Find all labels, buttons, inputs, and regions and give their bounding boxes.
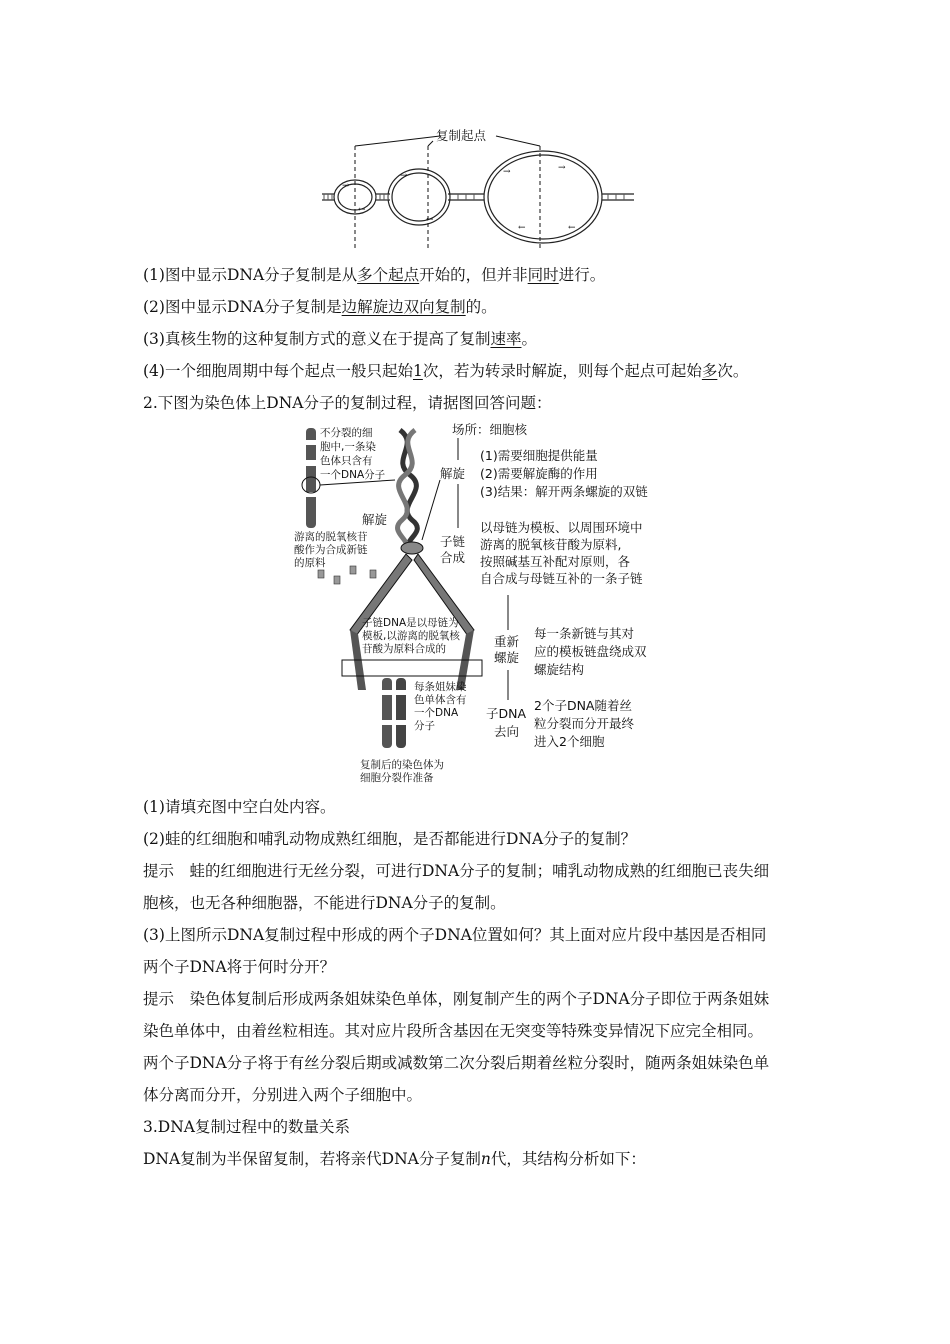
step3-name-1: 重新 bbox=[494, 634, 520, 649]
q2-line-10: 体分离而分开，分别进入两个子细胞中。 bbox=[143, 1086, 423, 1104]
daughter-label-1: 子链DNA是以母链为 bbox=[362, 617, 459, 629]
q1-line-1: (1)图中显示DNA分子复制是从多个起点开始的，但并非同时进行。 bbox=[143, 266, 606, 284]
step2-name-1: 子链 bbox=[440, 534, 466, 549]
chrom-label-3: 色体只含有 bbox=[320, 455, 373, 467]
q1-line-4: (4)一个细胞周期中每个起点一般只起始1次，若为转录时解旋，则每个起点可起始多次。 bbox=[143, 362, 749, 380]
step2-item-4: 自合成与母链互补的一条子链 bbox=[480, 571, 643, 586]
dna-replication-figure bbox=[290, 420, 660, 795]
step4-name-2: 去向 bbox=[494, 724, 520, 739]
q2-line-3: 提示 蛙的红细胞进行无丝分裂，可进行DNA分子的复制；哺乳动物成熟的红细胞已丧失细 bbox=[143, 862, 770, 880]
chrom-label-2: 胞中,一条染 bbox=[320, 441, 376, 453]
sister-label-1: 每条姐妹染 bbox=[414, 681, 467, 693]
q2-line-2: (2)蛙的红细胞和哺乳动物成熟红细胞，是否都能进行DNA分子的复制？ bbox=[143, 830, 637, 848]
daughter-label-3: 苷酸为原料合成的 bbox=[362, 643, 446, 655]
origin-label: 复制起点 bbox=[436, 128, 487, 143]
sister-label-2: 色单体含有 bbox=[414, 694, 467, 706]
svg-text:→: → bbox=[503, 167, 511, 177]
final-label-2: 细胞分裂作准备 bbox=[360, 772, 434, 784]
unwind-label: 解旋 bbox=[362, 512, 388, 527]
step1-item-2: (2)需要解旋酶的作用 bbox=[480, 466, 598, 481]
step1-name: 解旋 bbox=[440, 466, 466, 481]
sister-label-3: 一个DNA bbox=[414, 707, 459, 719]
step4-name-1: 子DNA bbox=[486, 706, 527, 721]
step3-item-1: 每一条新链与其对 bbox=[534, 626, 635, 641]
free-nuc-label-3: 的原料 bbox=[294, 557, 326, 569]
step2-item-2: 游离的脱氧核苷酸为原料, bbox=[480, 537, 622, 552]
step3-item-2: 应的模板链盘绕成双 bbox=[534, 644, 647, 659]
step2-name-2: 合成 bbox=[440, 550, 466, 565]
q2-line-4: 胞核，也无各种细胞器，不能进行DNA分子的复制。 bbox=[143, 894, 506, 912]
sister-label-4: 分子 bbox=[414, 720, 435, 732]
svg-text:←: ← bbox=[568, 223, 576, 233]
q1-line-3: (3)真核生物的这种复制方式的意义在于提高了复制速率。 bbox=[143, 330, 537, 348]
free-nuc-label-1: 游离的脱氧核苷 bbox=[294, 531, 368, 543]
step3-name-2: 螺旋 bbox=[494, 650, 520, 665]
step2-item-3: 按照碱基互补配对原则，各 bbox=[480, 554, 631, 569]
svg-text:→: → bbox=[400, 171, 408, 181]
q2-line-9: 两个子DNA分子将于有丝分裂后期或减数第二次分裂后期着丝粒分裂时，随两条姐妹染色单 bbox=[143, 1054, 770, 1072]
site-label: 场所：细胞核 bbox=[452, 422, 528, 437]
section-3-text: DNA复制为半保留复制，若将亲代DNA分子复制n代，其结构分析如下： bbox=[143, 1150, 646, 1168]
replication-origins-figure bbox=[318, 126, 636, 252]
step1-item-3: (3)结果：解开两条螺旋的双链 bbox=[480, 484, 648, 499]
step4-item-2: 粒分裂而分开最终 bbox=[534, 716, 635, 731]
chrom-label-4: 一个DNA分子 bbox=[320, 469, 386, 481]
q2-line-1: (1)请填充图中空白处内容。 bbox=[143, 798, 336, 816]
section-2-title: 2.下图为染色体上DNA分子的复制过程，请据图回答问题： bbox=[143, 394, 552, 412]
free-nuc-label-2: 酸作为合成新链 bbox=[294, 544, 368, 556]
q2-line-5: (3)上图所示DNA复制过程中形成的两个子DNA位置如何？其上面对应片段中基因是否相同 bbox=[143, 926, 767, 944]
step4-item-3: 进入2个细胞 bbox=[534, 734, 605, 749]
svg-text:→: → bbox=[342, 181, 350, 191]
step2-item-1: 以母链为模板、以周围环境中 bbox=[480, 520, 643, 535]
svg-text:←: ← bbox=[358, 205, 366, 215]
final-label-1: 复制后的染色体为 bbox=[360, 759, 444, 771]
q2-line-7: 提示 染色体复制后形成两条姐妹染色单体，刚复制产生的两个子DNA分子即位于两条姐妹 bbox=[143, 990, 770, 1008]
step3-item-3: 螺旋结构 bbox=[534, 662, 585, 677]
section-3-title: 3.DNA复制过程中的数量关系 bbox=[143, 1118, 350, 1136]
q1-line-2: (2)图中显示DNA分子复制是边解旋边双向复制的。 bbox=[143, 298, 497, 316]
step4-item-1: 2个子DNA随着丝 bbox=[534, 698, 632, 713]
q2-line-6: 两个子DNA将于何时分开？ bbox=[143, 958, 336, 976]
daughter-label-2: 模板,以游离的脱氧核 bbox=[362, 630, 460, 642]
svg-text:←: ← bbox=[426, 215, 434, 225]
step1-item-1: (1)需要细胞提供能量 bbox=[480, 448, 598, 463]
q2-line-8: 染色单体中，由着丝粒相连。其对应片段所含基因在无突变等特殊变异情况下应完全相同。 bbox=[143, 1022, 764, 1040]
svg-text:←: ← bbox=[518, 223, 526, 233]
chrom-label-1: 不分裂的细 bbox=[320, 427, 373, 439]
svg-text:→: → bbox=[558, 163, 566, 173]
